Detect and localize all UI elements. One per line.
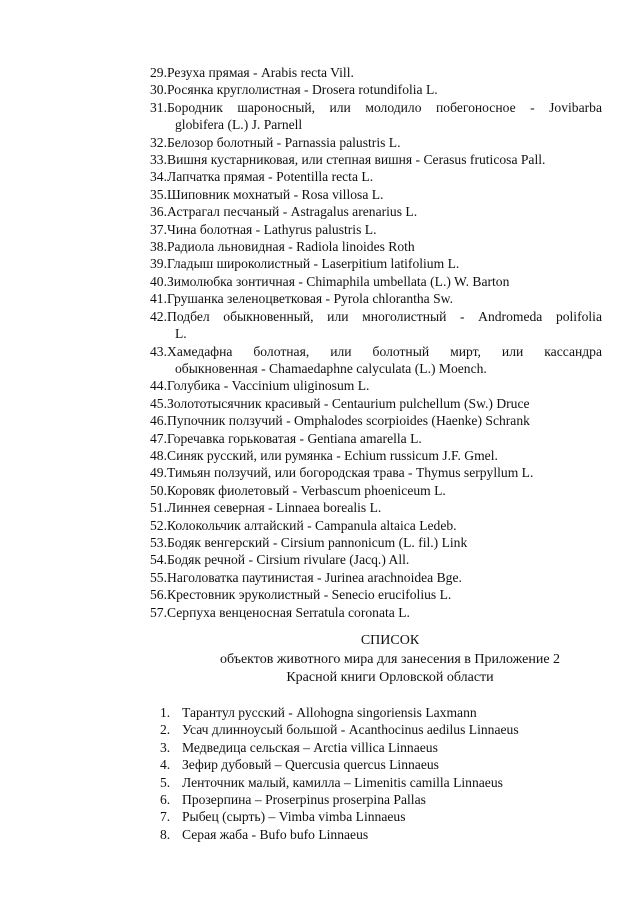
item-number: 53.	[150, 534, 167, 550]
item-text: Зефир дубовый – Quercusia quercus Linnaeus	[182, 757, 439, 773]
item-text: Радиола льновидная - Radiola linoides Roth	[167, 239, 415, 255]
list-item	[150, 569, 602, 586]
item-number: 49.	[150, 465, 167, 481]
item-number: 44.	[150, 378, 167, 394]
item-number: 6.	[160, 792, 171, 808]
list-item	[150, 151, 602, 168]
item-number: 55.	[150, 569, 167, 585]
item-text: Тарантул русский - Allohogna singoriensis Laxmann	[182, 705, 477, 720]
list-item	[150, 464, 602, 481]
list-item	[150, 203, 602, 220]
item-text: Зимолюбка зонтичная - Chimaphila umbellata (L.) W. Barton	[167, 273, 510, 289]
list-item	[150, 343, 602, 378]
list-item	[150, 377, 602, 394]
item-text: Медведица сельская – Arctia villica Linnaeus	[182, 739, 438, 755]
item-text: Росянка круглолистная - Drosera rotundifolia L.	[167, 82, 438, 98]
list-item	[160, 774, 600, 791]
list-item	[160, 704, 600, 721]
list-item	[150, 134, 602, 151]
item-text: Крестовник эруколистный - Senecio erucifolius L.	[167, 587, 452, 603]
list-item	[160, 826, 600, 843]
item-number: 47.	[150, 430, 167, 446]
item-text: Голубика - Vaccinium uliginosum L.	[167, 378, 370, 394]
item-number: 33.	[150, 152, 167, 168]
item-text: Горечавка горьковатая - Gentiana amarella L.	[167, 430, 422, 446]
item-text: Лапчатка прямая - Potentilla recta L.	[167, 169, 374, 185]
section-subtitle: Красной книги Орловской области	[286, 670, 494, 685]
item-number: 32.	[150, 134, 167, 150]
list-item	[150, 412, 602, 429]
item-number: 43.	[150, 343, 167, 359]
item-number: 57.	[150, 604, 167, 620]
item-continuation: обыкновенная - Chamaedaphne calyculata (L.) Moench.	[175, 360, 487, 376]
item-number: 7.	[160, 809, 171, 825]
item-text: Шиповник мохнатый - Rosa villosa L.	[167, 186, 384, 202]
item-number: 3.	[160, 739, 171, 755]
list-item	[150, 430, 602, 447]
item-number: 29.	[150, 65, 167, 80]
item-number: 48.	[150, 447, 167, 463]
item-text: Серая жаба - Bufo bufo Linnaeus	[182, 826, 369, 842]
list-item	[160, 721, 600, 738]
item-number: 39.	[150, 256, 167, 272]
list-item	[150, 273, 602, 290]
list-item	[150, 290, 602, 307]
item-number: 38.	[150, 239, 167, 255]
item-number: 30.	[150, 82, 167, 98]
item-text: Чина болотная - Lathyrus palustris L.	[167, 221, 377, 237]
section-title: СПИСОК	[360, 633, 420, 648]
item-number: 40.	[150, 273, 167, 289]
item-text: Белозор болотный - Parnassia palustris L.	[167, 134, 401, 150]
list-item	[160, 791, 600, 808]
list-item	[150, 238, 602, 255]
list-item	[150, 447, 602, 464]
item-text: Прозерпина – Proserpinus proserpina Pallas	[182, 792, 426, 808]
item-text: Бородник шароносный, или молодило побегоносное - Jovibarba	[167, 99, 602, 115]
list-item	[150, 186, 602, 203]
list-item	[150, 168, 602, 185]
item-text: Пупочник ползучий - Omphalodes scorpioides (Haenke) Schrank	[167, 413, 530, 429]
list-item	[150, 395, 602, 412]
item-number: 36.	[150, 204, 167, 220]
item-number: 2.	[160, 722, 171, 738]
list-item	[150, 221, 602, 238]
item-continuation: globifera (L.) J. Parnell	[175, 117, 303, 133]
item-number: 8.	[160, 826, 171, 842]
item-number: 4.	[160, 757, 171, 773]
item-text: Золототысячник красивый - Centaurium pulchellum (Sw.) Druce	[167, 395, 530, 411]
item-text: Астрагал песчаный - Astragalus arenarius L.	[167, 204, 418, 220]
item-text: Рыбец (сырть) – Vimba vimba Linnaeus	[182, 809, 406, 825]
item-text: Резуха прямая - Arabis recta Vill.	[167, 65, 354, 80]
list-item	[160, 808, 600, 825]
list-item	[150, 308, 602, 343]
list-item	[150, 81, 602, 98]
item-number: 45.	[150, 395, 167, 411]
item-text: Усач длинноусый большой - Acanthocinus aedilus Linnaeus	[182, 722, 519, 738]
item-text: Наголоватка паутинистая - Jurinea arachnoidea Bge.	[167, 569, 462, 585]
animals-list	[160, 704, 600, 843]
list-item	[150, 64, 602, 81]
list-item	[150, 586, 602, 603]
item-text: Тимьян ползучий, или богородская трава - Thymus serpyllum L.	[167, 465, 534, 481]
list-item	[150, 551, 602, 568]
item-text: Хамедафна болотная, или болотный мирт, или кассандра	[167, 343, 602, 359]
item-number: 41.	[150, 291, 167, 307]
item-number: 54.	[150, 552, 167, 568]
plants-list	[150, 64, 602, 621]
item-number: 51.	[150, 500, 167, 516]
item-number: 35.	[150, 186, 167, 202]
item-number: 50.	[150, 482, 167, 498]
list-item	[150, 517, 602, 534]
list-item	[150, 534, 602, 551]
item-text: Линнея северная - Linnaea borealis L.	[167, 500, 382, 516]
item-number: 37.	[150, 221, 167, 237]
list-item	[160, 756, 600, 773]
item-number: 31.	[150, 99, 167, 115]
item-continuation: L.	[175, 326, 187, 342]
item-text: Грушанка зеленоцветковая - Pyrola chlorantha Sw.	[167, 291, 454, 307]
item-text: Серпуха венценосная Serratula coronata L.	[167, 604, 410, 620]
item-text: Синяк русский, или румянка - Echium russicum J.F. Gmel.	[167, 447, 498, 463]
list-item	[150, 482, 602, 499]
item-number: 34.	[150, 169, 167, 185]
list-item	[150, 255, 602, 272]
item-text: Колокольчик алтайский - Campanula altaica Ledeb.	[167, 517, 457, 533]
list-item	[160, 739, 600, 756]
item-text: Коровяк фиолетовый - Verbascum phoeniceum L.	[167, 482, 446, 498]
item-number: 1.	[160, 705, 171, 720]
item-text: Ленточник малый, камилла – Limenitis camilla Linnaeus	[182, 774, 503, 790]
item-number: 56.	[150, 587, 167, 603]
list-item	[150, 99, 602, 134]
item-text: Бодяк венгерский - Cirsium pannonicum (L. fil.) Link	[167, 534, 468, 550]
item-number: 52.	[150, 517, 167, 533]
item-text: Вишня кустарниковая, или степная вишня - Cerasus fruticosa Pall.	[167, 152, 546, 168]
item-number: 5.	[160, 774, 171, 790]
section-subtitle: объектов животного мира для занесения в Приложение 2	[219, 652, 561, 667]
item-number: 46.	[150, 413, 167, 429]
item-text: Бодяк речной - Cirsium rivulare (Jacq.) All.	[167, 552, 410, 568]
item-text: Гладыш широколистный - Laserpitium latifolium L.	[167, 256, 460, 272]
list-item	[150, 604, 602, 621]
item-text: Подбел обыкновенный, или многолистный - Andromeda polifolia	[167, 308, 602, 324]
item-number: 42.	[150, 308, 167, 324]
list-item	[150, 499, 602, 516]
